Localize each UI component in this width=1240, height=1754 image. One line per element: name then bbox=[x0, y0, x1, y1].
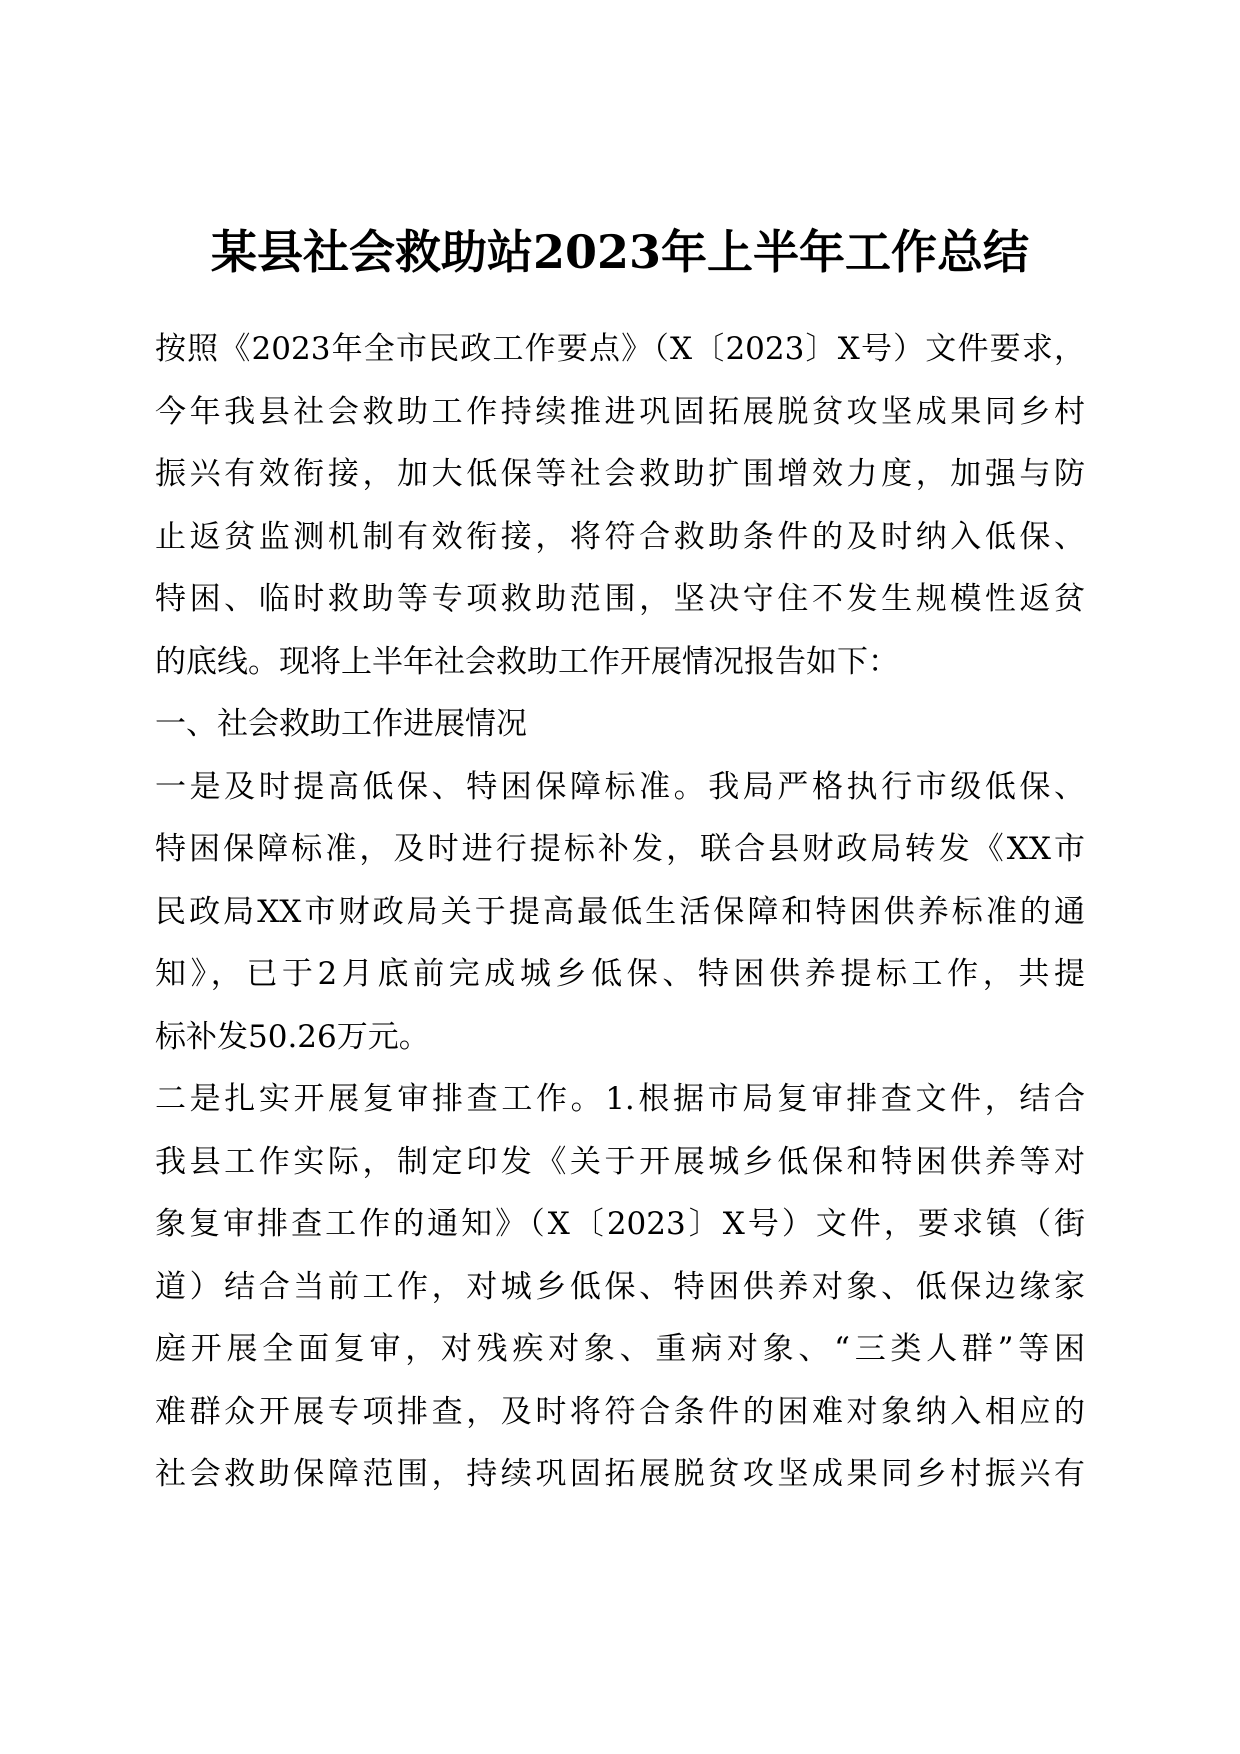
document-title: 某县社会救助站2023年上半年工作总结 bbox=[210, 225, 1030, 279]
body-line: 象复审排查工作的通知》（X〔2023〕X号）文件，要求镇（街 bbox=[155, 1206, 1085, 1242]
body-line: 的底线。现将上半年社会救助工作开展情况报告如下： bbox=[155, 643, 899, 680]
body-line: 今年我县社会救助工作持续推进巩固拓展脱贫攻坚成果同乡村 bbox=[155, 393, 1085, 430]
document-body bbox=[155, 318, 1085, 1506]
body-line: 我县工作实际，制定印发《关于开展城乡低保和特困供养等对 bbox=[155, 1143, 1085, 1180]
body-line: 特困、临时救助等专项救助范围，坚决守住不发生规模性返贫 bbox=[155, 581, 1085, 617]
body-line: 振兴有效衔接，加大低保等社会救助扩围增效力度，加强与防 bbox=[155, 456, 1085, 492]
body-line: 庭开展全面复审，对残疾对象、重病对象、“三类人群”等困 bbox=[155, 1331, 1085, 1367]
body-line: 知》，已于2月底前完成城乡低保、特困供养提标工作，共提 bbox=[155, 956, 1085, 992]
body-line: 民政局XX市财政局关于提高最低生活保障和特困供养标准的通 bbox=[155, 893, 1085, 930]
body-line: 特困保障标准，及时进行提标补发，联合县财政局转发《XX市 bbox=[155, 831, 1085, 867]
section-heading: 一、社会救助工作进展情况 bbox=[155, 706, 527, 742]
body-line: 一是及时提高低保、特困保障标准。我局严格执行市级低保、 bbox=[155, 768, 1085, 805]
body-line: 止返贫监测机制有效衔接，将符合救助条件的及时纳入低保、 bbox=[155, 518, 1085, 555]
body-line: 社会救助保障范围，持续巩固拓展脱贫攻坚成果同乡村振兴有 bbox=[155, 1456, 1085, 1492]
body-line: 难群众开展专项排查，及时将符合条件的困难对象纳入相应的 bbox=[155, 1393, 1085, 1430]
body-line: 按照《2023年全市民政工作要点》（X〔2023〕X号）文件要求， bbox=[155, 331, 1085, 367]
body-line: 道）结合当前工作，对城乡低保、特困供养对象、低保边缘家 bbox=[155, 1268, 1085, 1305]
body-line: 二是扎实开展复审排查工作。1.根据市局复审排查文件，结合 bbox=[155, 1081, 1085, 1117]
body-line: 标补发50.26万元。 bbox=[155, 1018, 430, 1055]
